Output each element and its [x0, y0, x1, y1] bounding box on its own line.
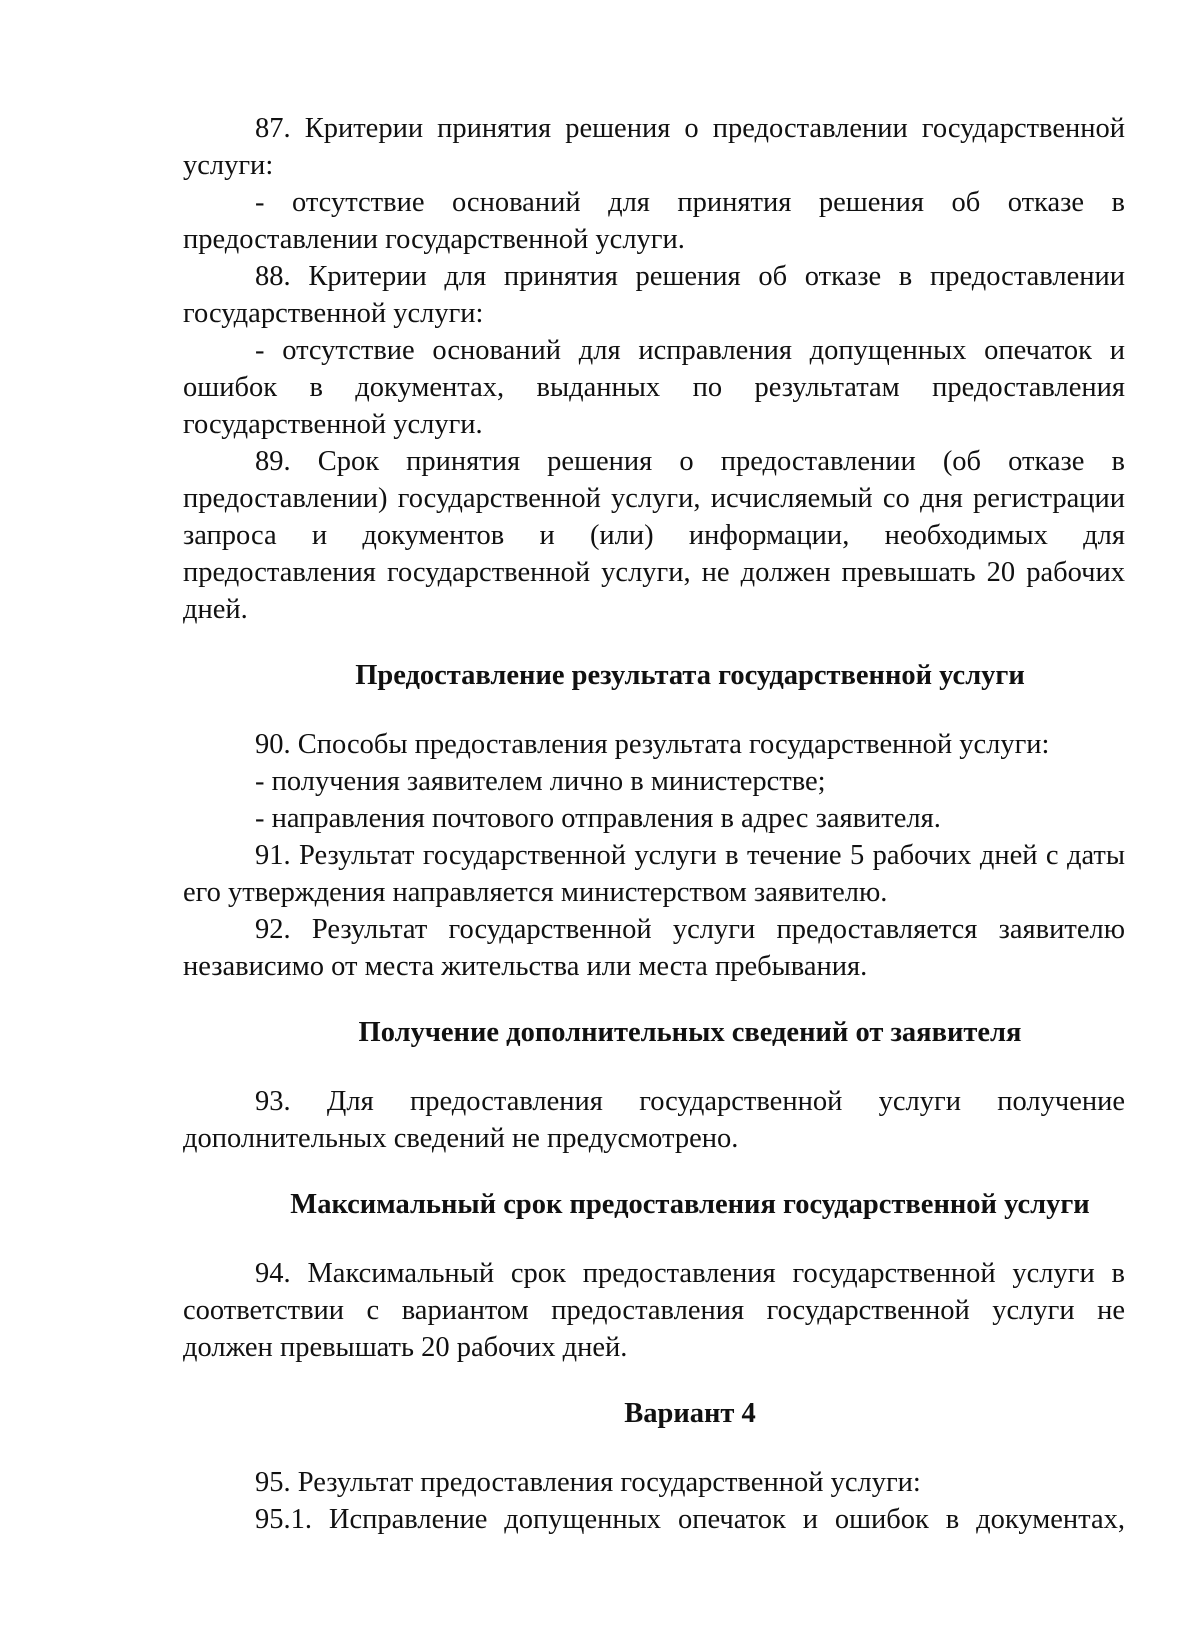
paragraph-95: 95. Результат предоставления государственной услуги: — [255, 1467, 921, 1498]
paragraph-94: 94. Максимальный срок предоставления государственной услуги в соответствии с вариантом предоставления государственной услуги не должен превышать 20 рабочих дней. — [183, 1258, 1125, 1363]
section-heading-variant: Вариант 4 — [624, 1398, 756, 1429]
section-heading-result: Предоставление результата государственной услуги — [355, 660, 1025, 691]
document-page — [183, 110, 1125, 1538]
paragraph-95-1-wrapper — [183, 1501, 1125, 1538]
paragraph-87-item: - отсутствие оснований для принятия решения об отказе в предоставлении государственной услуги. — [183, 187, 1125, 255]
paragraph-88: 88. Критерии для принятия решения об отказе в предоставлении государственной услуги: — [183, 261, 1125, 329]
paragraph-87: 87. Критерии принятия решения о предоставлении государственной услуги: — [183, 113, 1125, 181]
paragraph-91: 91. Результат государственной услуги в течение 5 рабочих дней с даты его утверждения направляется министерством заявителю. — [183, 840, 1125, 908]
paragraph-92: 92. Результат государственной услуги предоставляется заявителю независимо от места жительства или места пребывания. — [183, 914, 1125, 982]
section-heading-additional-info: Получение дополнительных сведений от заявителя — [358, 1017, 1022, 1048]
paragraph-90-item-1: - получения заявителем лично в министерстве; — [255, 766, 826, 797]
paragraph-89: 89. Срок принятия решения о предоставлении (об отказе в предоставлении) государственной услуги, исчисляемый со дня регистрации запроса и документов и (или) информации, необходимых для предоставления государственной услуги, не должен превышать 20 рабочих дней. — [183, 446, 1125, 625]
section-heading-max-term: Максимальный срок предоставления государственной услуги — [290, 1189, 1090, 1220]
paragraph-90-item-2: - направления почтового отправления в адрес заявителя. — [255, 803, 941, 834]
paragraph-88-item: - отсутствие оснований для исправления допущенных опечаток и ошибок в документах, выданных по результатам предоставления государственной услуги. — [183, 335, 1125, 440]
paragraph-95-1: 95.1. Исправление допущенных опечаток и ошибок в документах, — [255, 1504, 1125, 1535]
paragraph-90: 90. Способы предоставления результата государственной услуги: — [255, 729, 1050, 760]
paragraph-93: 93. Для предоставления государственной услуги получение дополнительных сведений не предусмотрено. — [183, 1086, 1125, 1154]
